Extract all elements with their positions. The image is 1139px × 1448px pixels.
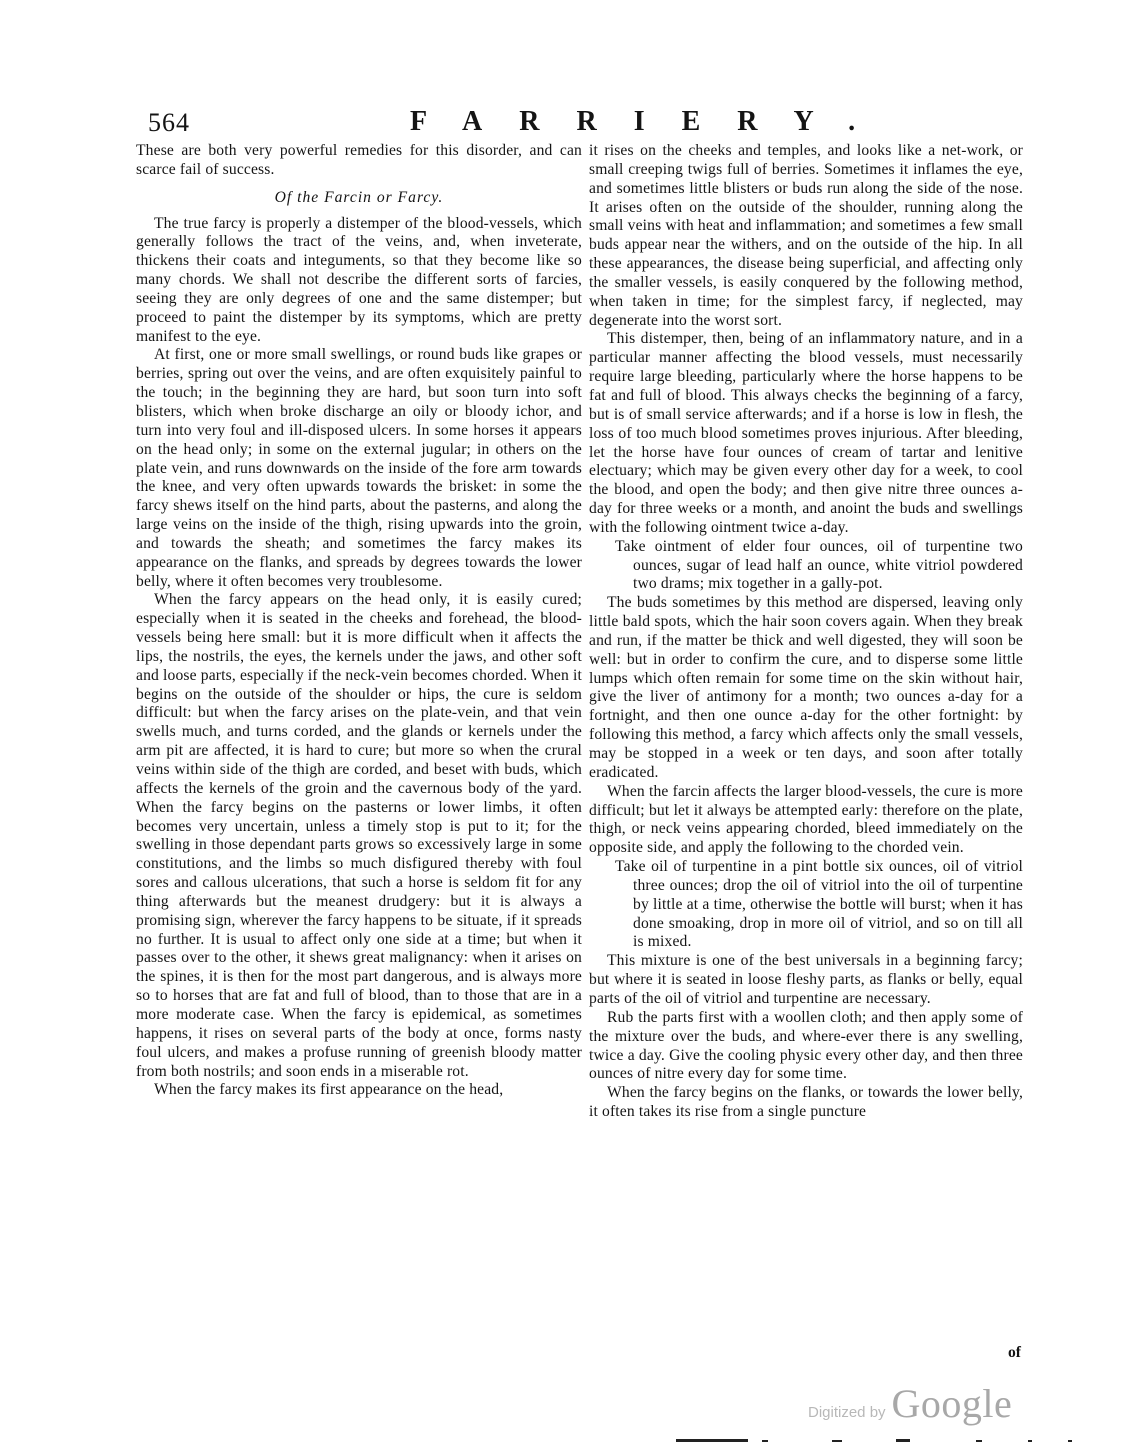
paragraph: At first, one or more small swellings, or round buds like grapes or berries, spring out over the veins, and are often exquisitely painful to the touch; in the beginning they are hard, but soon turn into soft blisters, which when broke discharge an oily or bloody ichor, and turn into very foul and ill-disposed ulcers. In some horses it appears on the head only; in some on the external jugular; in others on the plate vein, and runs downwards on the inside of the fore arm towards the knee, and very often upwards towards the brisket: in some the farcy shews itself on the hind parts, about the pasterns, and along the large veins on the inside of the thigh, rising upwards into the groin, and towards the sheath; and sometimes the farcy makes its appearance on the flanks, and spreads by degrees towards the lower belly, where it often becomes very troublesome.	[136, 346, 582, 590]
section-heading: Of the Farcin or Farcy.	[274, 188, 444, 206]
running-head: FARRIERY.	[410, 106, 893, 137]
paragraph: These are both very powerful remedies for this disorder, and can scarce fail of success.	[136, 142, 582, 178]
paragraph: When the farcy appears on the head only, it is easily cured; especially when it is seated in the cheeks and forehead, the blood-vessels being here small: but it is more difficult when it affects the lips, the nostrils, the eyes, the kernels under the jaws, and other soft and loose parts, especially if the neck-vein becomes chorded. When it begins on the outside of the shoulder or hips, the cure is seldom difficult: but when the farcy arises on the plate-vein, and that vein swells much, and turns corded, and the glands or kernels under the arm pit are affected, it is hard to cure; but more so when the crural veins within side of the thigh are corded, and beset with buds, which affects the kernels of the groin and the cavernous body of the yard. When the farcy begins on the pasterns or lower limbs, it often becomes very uncertain, unless a timely stop is put to it; for the swelling in those dependant parts grows so excessively large in some constitutions, and the limbs so much disfigured thereby with foul sores and callous ulcerations, that such a horse is seldom fit for any thing afterwards but the meanest drudgery: but it is always a promising sign, wherever the farcy happens to be situate, if it spreads no further. It is usual to affect only one side at a time; but when it passes over to the other, it shews great malignancy: when it arises on the spines, it is then for the most part dangerous, and is always more so to horses that are fat and full of blood, than to those that are in a more moderate case. When the farcy is epidemical, as sometimes happens, it rises on several parts of the body at once, forms nasty foul ulcers, and makes a profuse running of greenish bloody matter from both nostrils; and soon ends in a miserable rot.	[136, 591, 582, 1080]
left-column	[136, 142, 582, 1100]
paragraph: Rub the parts first with a woollen cloth; and then apply some of the mixture over the buds, and where-ever there is any swelling, twice a day. Give the cooling physic every other day, and then three ounces of nitre every day for some time.	[589, 1008, 1023, 1083]
paragraph: When the farcy begins on the flanks, or towards the lower belly, it often takes its rise from a single puncture	[589, 1084, 1023, 1121]
scan-edge-marks	[676, 1436, 1096, 1444]
page-number: 564	[148, 108, 190, 137]
recipe: Take oil of turpentine in a pint bottle six ounces, oil of vitriol three ounces; drop the oil of vitriol into the oil of turpentine by little at a time, otherwise the bottle will burst; when it has done smoaking, drop in more oil of vitriol, and so on till all is mixed.	[615, 858, 1023, 951]
paragraph: The true farcy is properly a distemper of the blood-vessels, which generally follows the tract of the veins, and, when inveterate, thickens their coats and integuments, so that they become like so many chords. We shall not describe the different sorts of farcies, seeing they are only degrees of one and the same distemper; but proceed to paint the distemper by its symptoms, which are pretty manifest to the eye.	[136, 214, 582, 345]
paragraph: This distemper, then, being of an inflammatory nature, and in a particular manner affecting the blood vessels, must necessarily require large bleeding, particularly where the horse happens to be fat and full of blood. This always checks the beginning of a farcy, but is of small service afterwards; and if a horse is low in flesh, the loss of too much blood sometimes proves injurious. After bleeding, let the horse have four ounces of cream of tartar and lenitive electuary; which may be given every other day for a week, to cool the blood, and open the body; and then give nitre three ounces a-day for three weeks or a month, and anoint the buds and swellings with the following ointment twice a-day.	[589, 330, 1023, 536]
catchword: of	[1008, 1344, 1021, 1361]
paragraph: it rises on the cheeks and temples, and looks like a net-work, or small creeping twigs full of berries. Sometimes it inflames the eye, and sometimes little blisters or buds run along the side of the nose. It arises often on the outside of the shoulder, running along the small veins with heat and inflammation; and sometimes a few small buds appear near the withers, and on the outside of the hip. In all these appearances, the disease being superficial, and affecting only the smaller vessels, is easily conquered by the following method, when taken in time; for the simplest farcy, if neglected, may degenerate into the worst sort.	[589, 142, 1023, 329]
paragraph: When the farcin affects the larger blood-vessels, the cure is more difficult; but let it always be attempted early: therefore on the plate, thigh, or neck veins appearing chorded, bleed immediately on the opposite side, and apply the following to the chorded vein.	[589, 782, 1023, 857]
paragraph: The buds sometimes by this method are dispersed, leaving only little bald spots, which the hair soon covers again. When they break and run, if the matter be thick and well digested, they will soon be well: but in order to confirm the cure, and to disperse some little lumps which often remain for some time on the skin without hair, give the liver of antimony for a month; two ounces a-day for a fortnight, and then one ounce a-day for the other fortnight: by following this method, a farcy which affects only the small vessels, may be stopped in a week or ten days, and soon after totally eradicated.	[589, 594, 1023, 781]
paragraph: When the farcy makes its first appearance on the head,	[154, 1081, 504, 1099]
google-logo: Google	[891, 1381, 1013, 1426]
digitized-by-text: Digitized by	[808, 1404, 886, 1421]
recipe: Take ointment of elder four ounces, oil of turpentine two ounces, sugar of lead half an ounce, white vitriol powdered two drams; mix together in a gally-pot.	[615, 537, 1023, 593]
paragraph: This mixture is one of the best universals in a beginning farcy; but where it is seated in loose fleshy parts, as flanks or belly, equal parts of the oil of vitriol and turpentine are necessary.	[589, 952, 1023, 1007]
right-column	[589, 142, 1023, 1122]
digitized-by-watermark	[808, 1380, 1012, 1427]
